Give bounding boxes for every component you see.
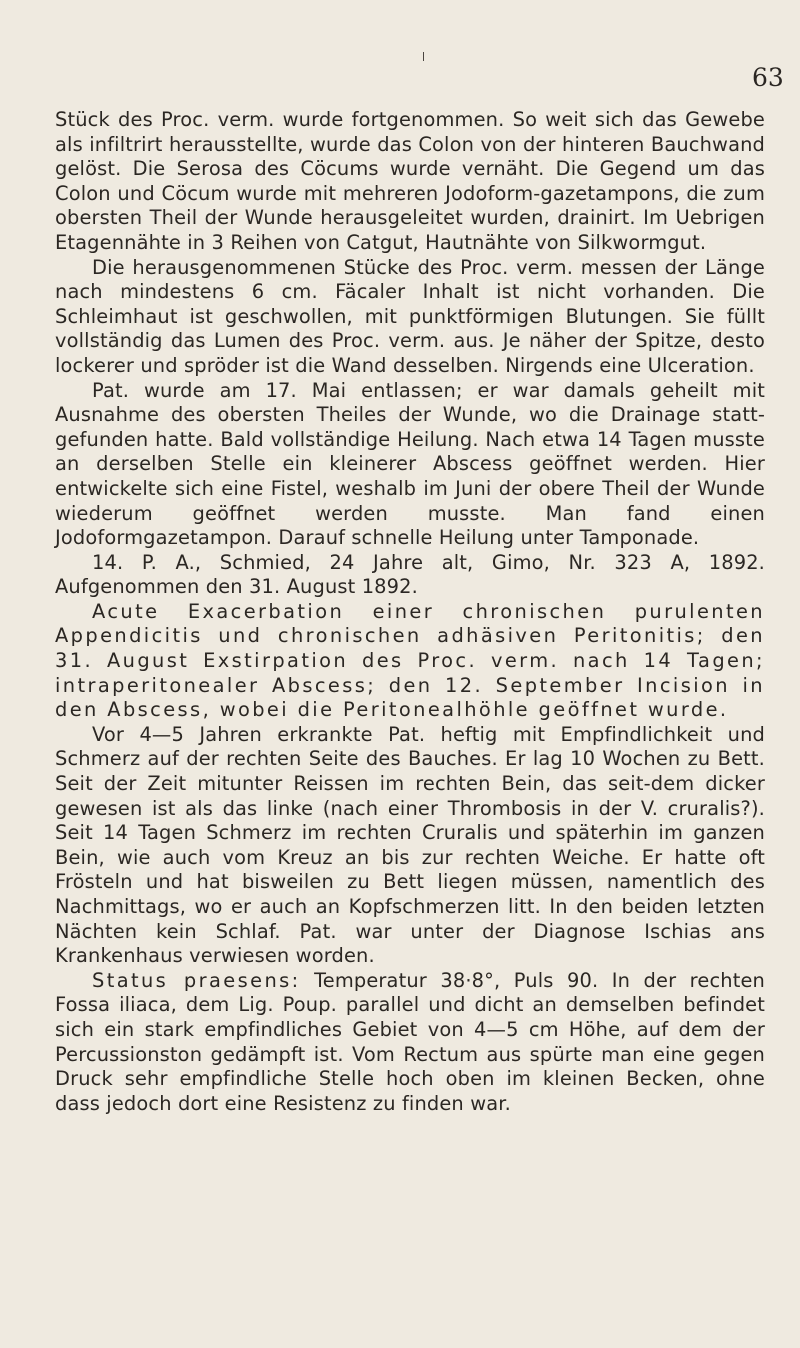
status-label: Status praesens: xyxy=(92,968,301,992)
paragraph-status xyxy=(55,969,765,1117)
paragraph-1: Stück des Proc. verm. wurde fortgenommen. So weit sich das Gewebe als infiltrirt herausstellte, wurde das Colon von der hinteren Bauchwand gelöst. Die Serosa des Cöcums wurde vernäht. Die Gegend um das Colon und Cöcum wurde mit mehreren Jodoform-gazetampons, die zum obersten Theil der Wunde herausgeleitet wurden, drainirt. Im Uebrigen Etagennähte in 3 Reihen von Catgut, Hautnähte von Silkwormgut. xyxy=(55,108,765,254)
case-heading: 14. P. A., Schmied, 24 Jahre alt, Gimo, Nr. 323 A, 1892. Aufgenommen den 31. August 1892. xyxy=(55,550,765,599)
body-text xyxy=(55,108,765,1116)
paragraph-3: Pat. wurde am 17. Mai entlassen; er war damals geheilt mit Ausnahme des obersten Theiles der Wunde, wo die Drainage statt-gefunden hatte. Bald vollständige Heilung. Nach etwa 14 Tagen musste an derselben Stelle ein kleinerer Abscess geöffnet werden. Hier entwickelte sich eine Fistel, weshalb im Juni der obere Theil der Wunde wiederum geöffnet werden musste. Man fand einen Jodoformgazetampon. Darauf schnelle Heilung unter Tamponade. xyxy=(55,378,765,550)
status-text: Temperatur 38·8°, Puls 90. In der rechten Fossa iliaca, dem Lig. Poup. parallel und dicht an demselben befindet sich ein stark empfindliches Gebiet von 4—5 cm Höhe, auf dem der Percussionston gedämpft ist. Vom Rectum aus spürte man eine gegen Druck sehr empfindliche Stelle hoch oben im kleinen Becken, ohne dass jedoch dort eine Resistenz zu finden war. xyxy=(55,968,765,1115)
page-mark xyxy=(423,52,424,61)
page-number: 63 xyxy=(752,63,784,92)
paragraph-history: Vor 4—5 Jahren erkrankte Pat. heftig mit Empfindlichkeit und Schmerz auf der rechten Seite des Bauches. Er lag 10 Wochen zu Bett. Seit der Zeit mitunter Reissen im rechten Bein, das seit-dem dicker gewesen ist als das linke (nach einer Thrombosis in der V. cruralis?). Seit 14 Tagen Schmerz im rechten Cruralis und späterhin im ganzen Bein, wie auch vom Kreuz an bis zur rechten Weiche. Er hatte oft Frösteln und hat bisweilen zu Bett liegen müssen, namentlich des Nachmittags, wo er auch an Kopfschmerzen litt. In den beiden letzten Nächten kein Schlaf. Pat. war unter der Diagnose Ischias ans Krankenhaus verwiesen worden. xyxy=(55,722,765,968)
case-diagnosis: Acute Exacerbation einer chronischen purulenten Appendicitis und chronischen adhäsiven Peritonitis; den 31. August Exstirpation des Proc. verm. nach 14 Tagen; intraperitonealer Abscess; den 12. September Incision in den Abscess, wobei die Peritonealhöhle geöffnet wurde. xyxy=(55,599,765,722)
paragraph-2: Die herausgenommenen Stücke des Proc. verm. messen der Länge nach mindestens 6 cm. Fäcaler Inhalt ist nicht vorhanden. Die Schleimhaut ist geschwollen, mit punktförmigen Blutungen. Sie füllt vollständig das Lumen des Proc. verm. aus. Je näher der Spitze, desto lockerer und spröder ist die Wand desselben. Nirgends eine Ulceration. xyxy=(55,255,765,377)
